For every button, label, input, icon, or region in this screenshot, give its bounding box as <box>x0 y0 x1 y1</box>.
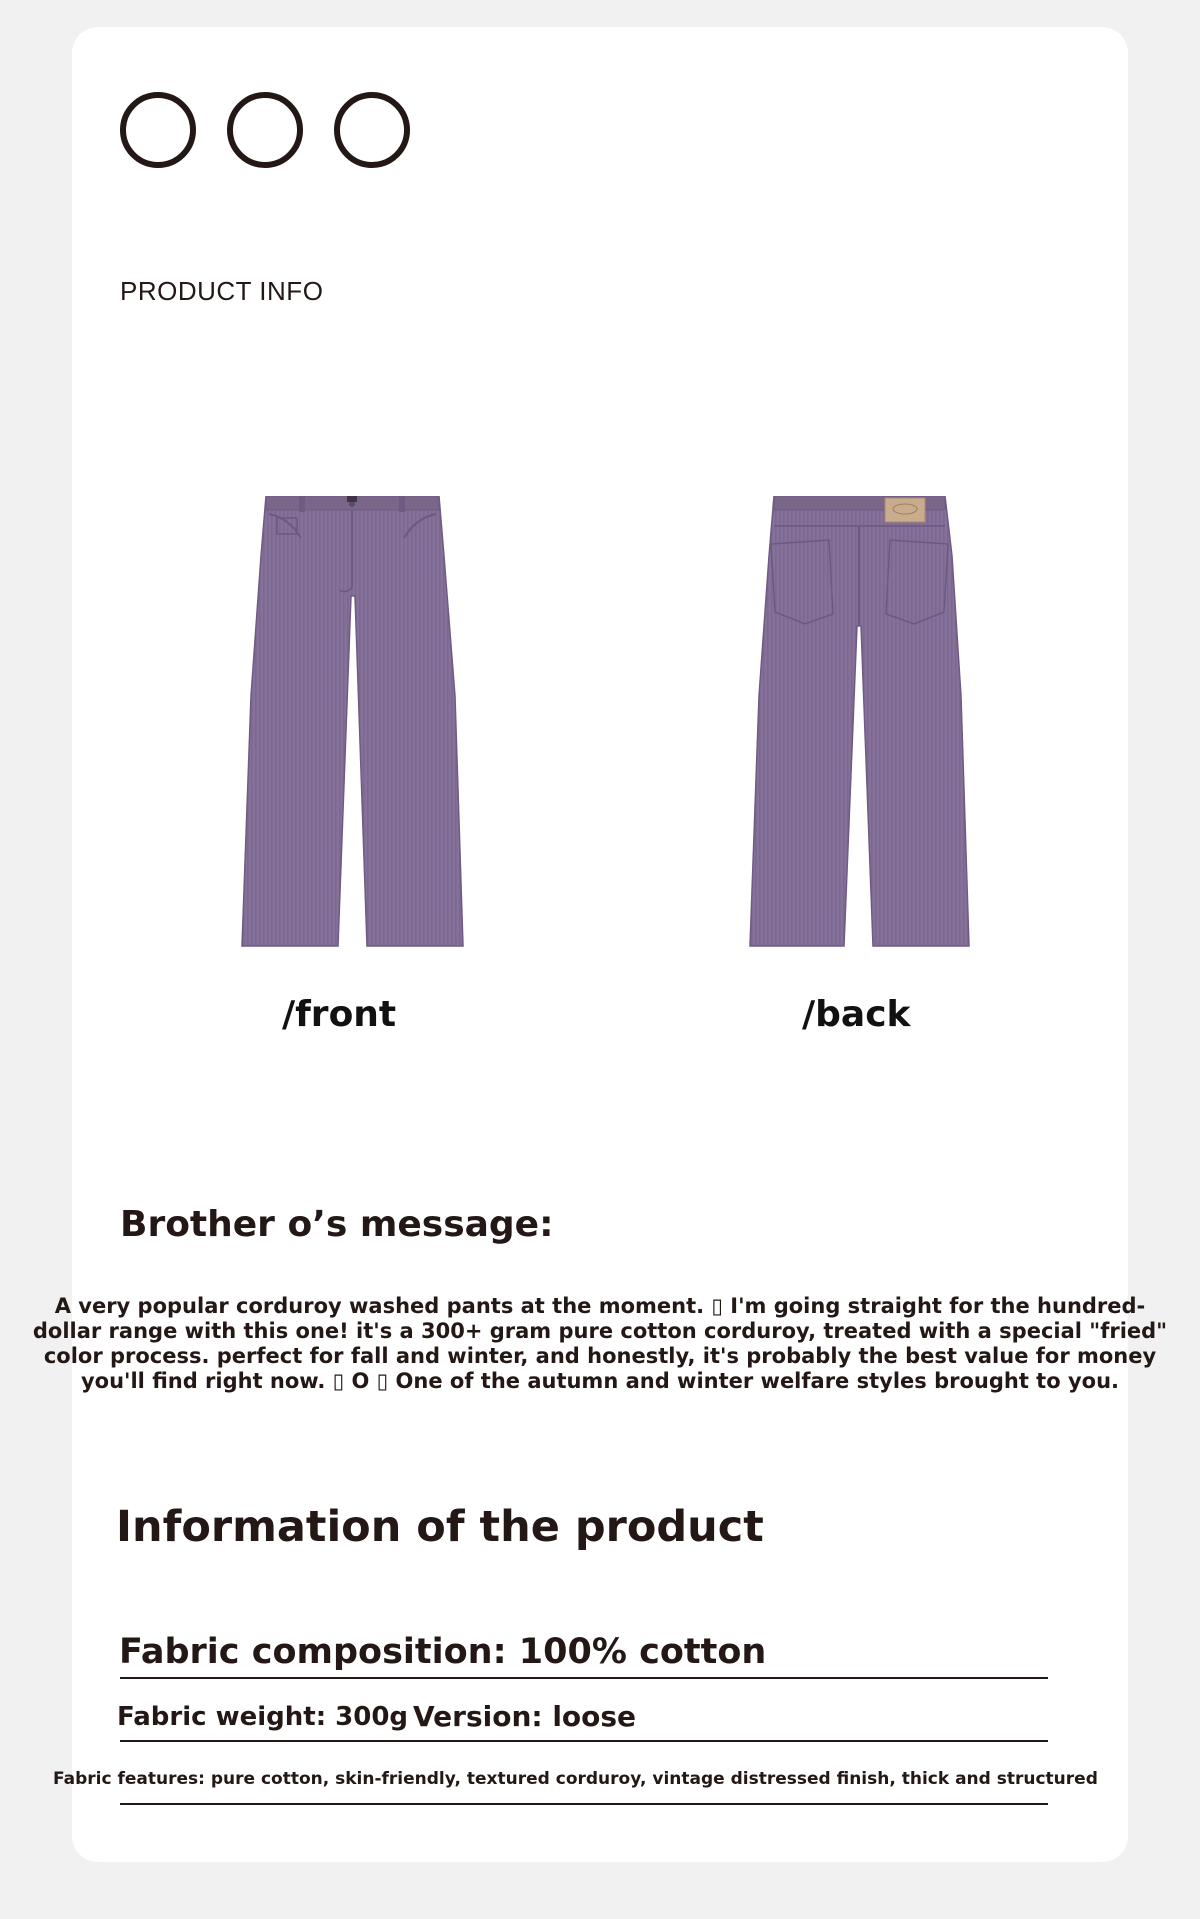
pants-back-image <box>747 496 973 950</box>
back-view-label: /back <box>802 994 911 1035</box>
fabric-features: Fabric features: pure cotton, skin-friendly, textured corduroy, vintage distressed finish, thick and structured <box>53 1769 1098 1789</box>
fabric-composition: Fabric composition: 100% cotton <box>119 1632 767 1672</box>
fabric-weight: Fabric weight: 300g <box>117 1702 409 1732</box>
front-view-label: /front <box>282 994 397 1035</box>
divider <box>120 1740 1048 1742</box>
fit-version: Version: loose <box>413 1700 637 1733</box>
message-body: A very popular corduroy washed pants at the moment. ▯ I'm going straight for the hundred-dollar range with this one! it's a 300+ gram pure cotton corduroy, treated with a special "fried" color process. perfect for fall and winter, and honestly, it's probably the best value for money you'll find right now. ▯ O ▯ One of the autumn and winter welfare styles brought to you. <box>32 1294 1168 1393</box>
pants-front-image <box>239 496 467 950</box>
brand-logo <box>120 90 410 170</box>
section-label: PRODUCT INFO <box>120 276 324 306</box>
product-info-title: Information of the product <box>116 1502 764 1552</box>
message-title: Brother o’s message: <box>120 1204 554 1245</box>
divider <box>120 1803 1048 1805</box>
divider <box>120 1677 1048 1679</box>
